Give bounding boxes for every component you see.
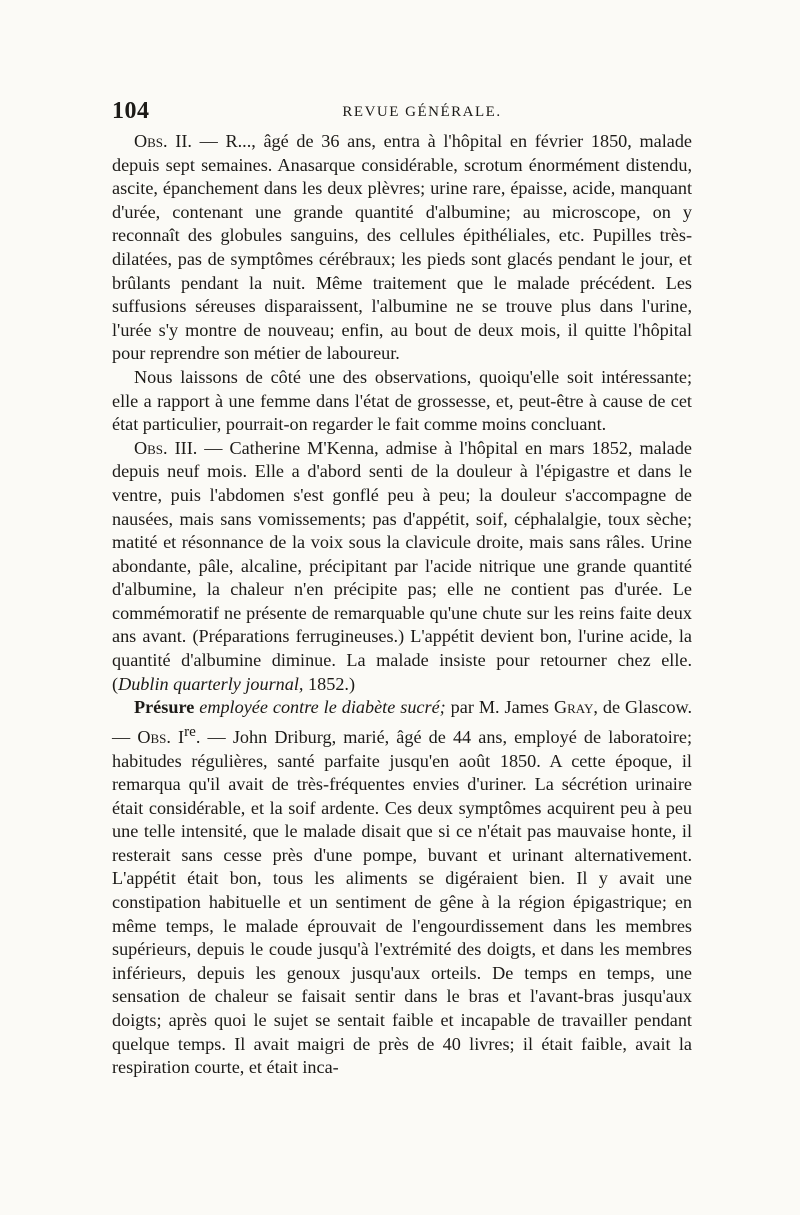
obs-3-citation: Dublin quarterly journal, — [118, 673, 304, 694]
article-subtitle: employée contre le diabète sucré; — [199, 697, 446, 718]
article-place: , de Glascow. — — [112, 697, 693, 747]
article-author: Gray — [553, 697, 594, 718]
note-text: Nous laissons de côté une des observations, quoiqu'elle soit intéressante; elle a rapport à une femme dans l'état de grossesse, et, peut-être à cause de cet état particulier, pourrait-on regarder le fait comme moins concluant. — [112, 366, 692, 435]
obs-2-text: — R..., âgé de 36 ans, entra à l'hôpital en février 1850, malade depuis sept semaines. Anasarque considérable, scrotum énormément distendu, ascite, épanchement dans les deux plèvres; urine rare, épaisse, acide, manquant d'urée, contenant une grande quantité d'albumine; au microscope, on y reconnaît des globules sanguins, des cellules épithéliales, etc. Pupilles très-dilatées, pas de symptômes cérébraux; les pieds sont glacés pendant le jour, et brûlants pendant la nuit. Même traitement que le malade précédent. Les suffusions séreuses disparaissent, l'albumine ne se trouve plus dans l'urine, l'urée s'y montre de nouveau; enfin, au bout de deux mois, il quitte l'hôpital pour reprendre son métier de laboureur. — [112, 131, 693, 364]
observation-2 — [112, 130, 692, 366]
obs-2-label: Obs. II. — [134, 131, 192, 151]
obs-1-number: I — [178, 726, 185, 747]
obs-1-superscript: re — [184, 722, 196, 740]
article-by: par M. James — [445, 697, 554, 718]
article-heading: Présure — [134, 697, 195, 718]
page — [112, 98, 692, 1080]
page-number: 104 — [112, 98, 150, 124]
running-head: REVUE GÉNÉRALE. — [342, 104, 502, 120]
obs-1-text: . — John Driburg, marié, âgé de 44 ans, employé de laboratoire; habitudes régulières, santé parfaite jusqu'en août 1850. A cette époque, il remarqua qu'il avait de très-fréquentes envies d'uriner. La sécrétion urinaire était considérable, et la soif ardente. Ces deux symptômes acquirent peu à peu une telle intensité, que le malade disait que si ce n'était pas mauvaise honte, il resterait sans cesse près d'une pompe, buvant et urinant alternativement. L'appétit était bon, tous les aliments se digéraient bien. Il y avait une constipation habituelle et un sentiment de gêne à la région épigastrique; en même temps, le malade éprouvait de l'engourdissement dans les membres supérieurs, depuis le coude jusqu'à l'extrémité des doigts, et dans les membres inférieurs, depuis les genoux jusqu'aux orteils. De temps en temps, une sensation de chaleur se faisait sentir dans le bras et l'avant-bras jusqu'aux doigts; après quoi le sujet se sentait faible et incapable de travailler pendant quelque temps. Il avait maigri de près de 40 livres; il était faible, avait la respiration courte, et était inca- — [112, 726, 693, 1078]
obs-3-text: — Catherine M'Kenna, admise à l'hôpital en mars 1852, malade depuis neuf mois. Elle a d'abord senti de la douleur à l'épigastre et dans le ventre, puis l'abdomen s'est gonflé peu à peu; la douleur s'accompagne de nausées, mais sans vomissements; pas d'appétit, soif, céphalalgie, toux sèche; matité et résonnance de la voix sous la clavicule droite, mais sans râles. Urine abondante, pâle, alcaline, précipitant par l'acide nitrique une grande quantité d'albumine, la chaleur n'en précipite pas; elle ne contient pas d'urée. Le commémoratif ne présente de remarquable qu'une chute sur les reins faite deux ans avant. (Préparations ferrugineuses.) L'appétit devient bon, l'urine acide, la quantité d'albumine diminue. La malade insiste pour retourner chez elle. ( — [112, 437, 692, 694]
page-header — [112, 98, 692, 128]
obs-3-label: Obs. III. — [134, 437, 198, 458]
observation-3 — [112, 437, 692, 697]
obs-3-citation-end: 1852.) — [303, 673, 356, 694]
article-presure — [112, 696, 692, 1080]
obs-1-label: Obs. — [137, 726, 171, 747]
paragraph-note — [112, 366, 692, 437]
